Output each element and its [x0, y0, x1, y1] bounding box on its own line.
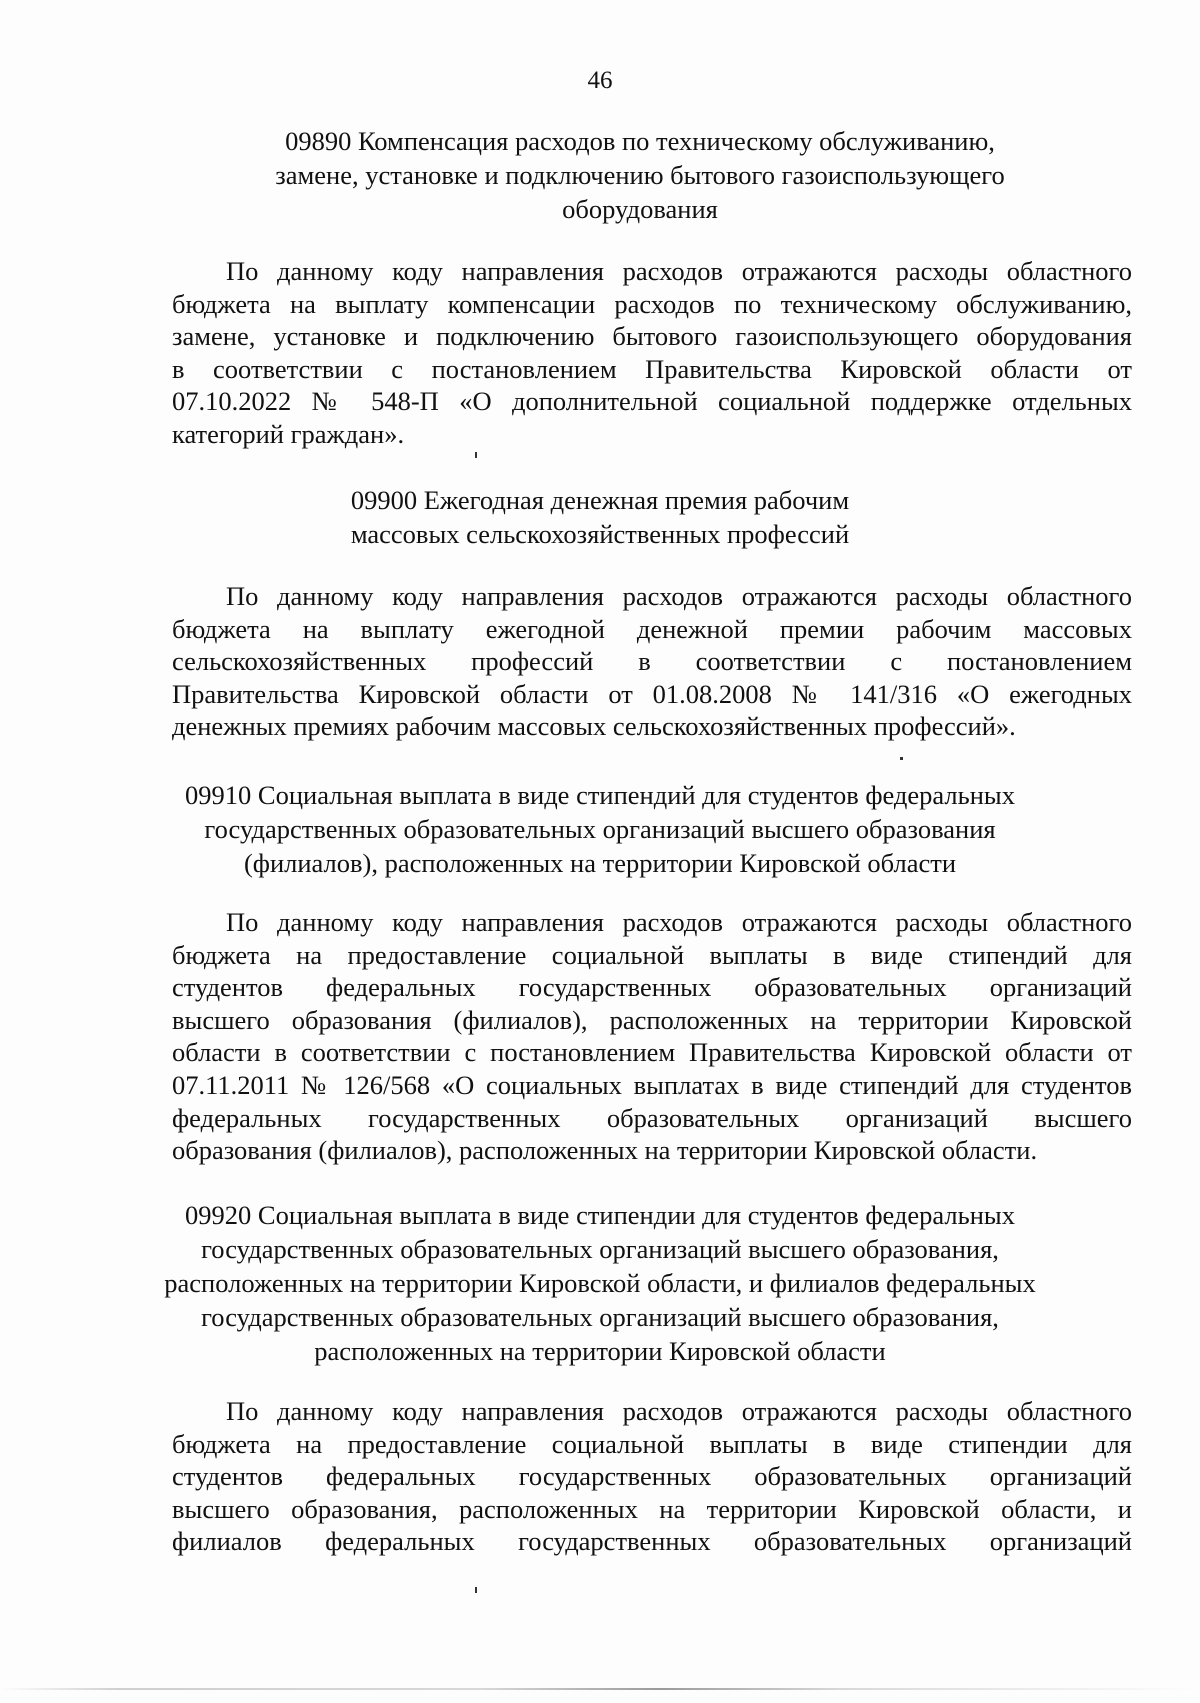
- section-body-09920: [172, 1395, 1132, 1558]
- body-line: бюджета на предоставление социальной выплаты в виде стипендии для: [172, 1428, 1132, 1459]
- heading-line: 09890 Компенсация расходов по техническому обслуживанию,: [285, 126, 995, 156]
- body-line: категорий граждан».: [172, 418, 405, 449]
- body-line: 07.10.2022 № 548-П «О дополнительной социальной поддержке отдельных: [172, 386, 1132, 417]
- scan-bottom-edge: [0, 1688, 1200, 1690]
- section-heading-09900: [290, 483, 910, 551]
- body-line: По данному коду направления расходов отражаются расходы областного: [226, 256, 1132, 286]
- body-line: бюджета на выплату ежегодной денежной премии рабочим массовых: [172, 613, 1132, 644]
- heading-line: государственных образовательных организаций высшего образования,: [201, 1302, 999, 1332]
- heading-line: государственных образовательных организаций высшего образования,: [201, 1234, 999, 1264]
- section-heading-09920: [150, 1198, 1050, 1368]
- page-number: 46: [587, 67, 613, 94]
- heading-line: 09900 Ежегодная денежная премия рабочим: [350, 485, 850, 515]
- heading-line: расположенных на территории Кировской области: [314, 1336, 886, 1366]
- heading-line: (филиалов), расположенных на территории Кировской области: [243, 848, 957, 878]
- heading-line: массовых сельскохозяйственных профессий: [350, 519, 850, 549]
- body-line: высшего образования, расположенных на территории Кировской области, и: [172, 1493, 1132, 1524]
- scan-speck: [900, 757, 903, 760]
- body-line: Правительства Кировской области от 01.08.2008 № 141/316 «О ежегодных: [172, 678, 1132, 709]
- body-line: замене, установке и подключению бытового газоиспользующего оборудования: [172, 321, 1132, 352]
- body-line: денежных премиях рабочим массовых сельскохозяйственных профессий».: [172, 711, 1016, 742]
- body-line: студентов федеральных государственных образовательных организаций: [172, 1461, 1132, 1492]
- scan-speck: [475, 452, 477, 458]
- body-line: бюджета на предоставление социальной выплаты в виде стипендий для: [172, 939, 1132, 970]
- body-line: студентов федеральных государственных образовательных организаций: [172, 972, 1132, 1003]
- body-line: области в соответствии с постановлением Правительства Кировской области от: [172, 1037, 1132, 1068]
- body-line: высшего образования (филиалов), расположенных на территории Кировской: [172, 1004, 1132, 1035]
- body-line: бюджета на выплату компенсации расходов по техническому обслуживанию,: [172, 288, 1132, 319]
- body-line: филиалов федеральных государственных образовательных организаций: [172, 1526, 1132, 1557]
- section-heading-09910: [150, 778, 1050, 880]
- heading-line: расположенных на территории Кировской области, и филиалов федеральных: [164, 1268, 1036, 1298]
- body-line: По данному коду направления расходов отражаются расходы областного: [226, 1396, 1132, 1426]
- body-line: сельскохозяйственных профессий в соответствии с постановлением: [172, 646, 1132, 677]
- body-line: федеральных государственных образовательных организаций высшего: [172, 1102, 1132, 1133]
- section-body-09910: [172, 906, 1132, 1167]
- heading-line: замене, установке и подключению бытового газоиспользующего: [275, 160, 1005, 190]
- body-line: 07.11.2011 № 126/568 «О социальных выплатах в виде стипендий для студентов: [172, 1069, 1132, 1100]
- body-line: По данному коду направления расходов отражаются расходы областного: [226, 581, 1132, 611]
- body-line: По данному коду направления расходов отражаются расходы областного: [226, 907, 1132, 937]
- section-body-09900: [172, 580, 1132, 743]
- heading-line: оборудования: [562, 194, 718, 224]
- section-body-09890: [172, 255, 1132, 451]
- section-heading-09890: [240, 124, 1040, 226]
- scan-speck: [475, 1587, 477, 1593]
- heading-line: государственных образовательных организаций высшего образования: [204, 814, 996, 844]
- heading-line: 09910 Социальная выплата в виде стипендий для студентов федеральных: [185, 780, 1015, 810]
- body-line: в соответствии с постановлением Правительства Кировской области от: [172, 353, 1132, 384]
- body-line: образования (филиалов), расположенных на территории Кировской области.: [172, 1135, 1038, 1166]
- heading-line: 09920 Социальная выплата в виде стипендии для студентов федеральных: [185, 1200, 1015, 1230]
